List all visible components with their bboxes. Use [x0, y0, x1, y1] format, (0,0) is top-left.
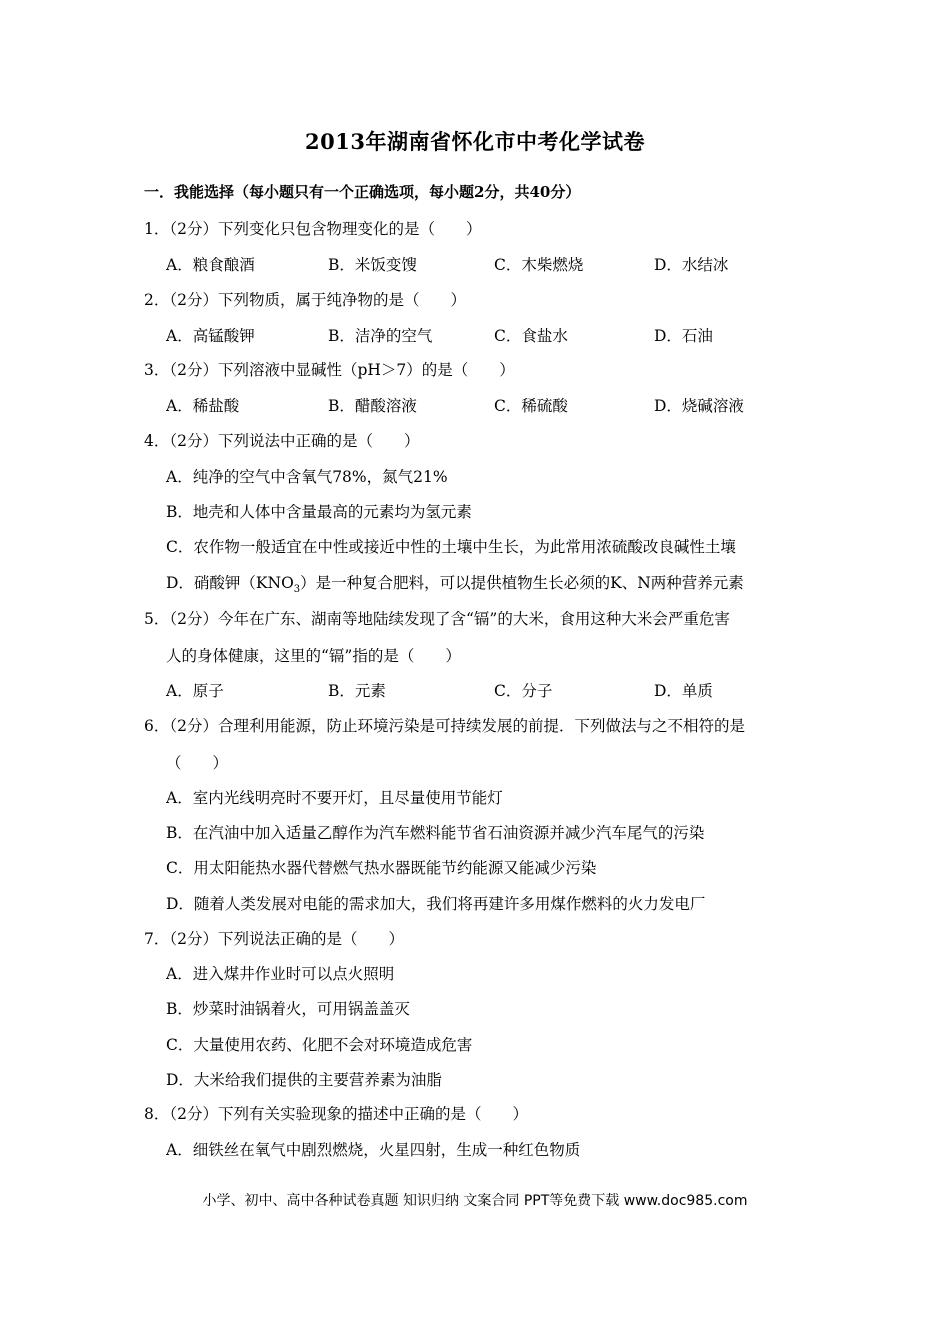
q2-option-a: A．高锰酸钾: [166, 327, 255, 345]
q3-option-b: B．醋酸溶液: [328, 397, 417, 415]
question-5-stem-line2: 人的身体健康，这里的“镉”指的是（ ）: [166, 647, 461, 665]
q2-option-b: B．洁净的空气: [328, 327, 433, 345]
page-footer: 小学、初中、高中各种试卷真题 知识归纳 文案合同 PPT等免费下载 www.doc985.com: [202, 1193, 748, 1209]
q3-option-a: A．稀盐酸: [166, 397, 240, 415]
q5-option-a: A．原子: [166, 682, 224, 700]
q8-option-a: A．细铁丝在氧气中剧烈燃烧，火星四射，生成一种红色物质: [166, 1141, 581, 1159]
question-3-stem: 3．（2分）下列溶液中显碱性（pH＞7）的是（ ）: [144, 361, 515, 379]
page-title: 2013年湖南省怀化市中考化学试卷: [305, 129, 645, 154]
section-heading: 一．我能选择（每小题只有一个正确选项，每小题2分，共40分）: [144, 183, 581, 201]
q4-option-a: A．纯净的空气中含氧气78%，氮气21%: [166, 468, 448, 486]
question-1-stem: 1．（2分）下列变化只包含物理变化的是（ ）: [144, 220, 482, 238]
q5-option-d: D．单质: [654, 682, 713, 700]
question-6-stem-line1: 6．（2分）合理利用能源，防止环境污染是可持续发展的前提．下列做法与之不相符的是: [144, 717, 745, 735]
question-5-stem-line1: 5．（2分）今年在广东、湖南等地陆续发现了含“镉”的大米，食用这种大米会严重危害: [144, 610, 730, 628]
q3-option-c: C．稀硫酸: [494, 397, 568, 415]
question-7-stem: 7．（2分）下列说法正确的是（ ）: [144, 930, 404, 948]
q6-option-d: D．随着人类发展对电能的需求加大，我们将再建许多用煤作燃料的火力发电厂: [166, 895, 706, 913]
question-8-stem: 8．（2分）下列有关实验现象的描述中正确的是（ ）: [144, 1105, 528, 1123]
q6-option-c: C．用太阳能热水器代替燃气热水器既能节约能源又能减少污染: [166, 859, 597, 877]
q7-option-c: C．大量使用农药、化肥不会对环境造成危害: [166, 1036, 473, 1054]
q1-option-a: A．粮食酿酒: [166, 256, 255, 274]
q2-option-d: D．石油: [654, 327, 713, 345]
q7-option-a: A．进入煤井作业时可以点火照明: [166, 965, 395, 983]
q4-option-d-pre: D．硝酸钾（KNO: [166, 574, 294, 592]
q4-option-d-post: ）是一种复合肥料，可以提供植物生长必须的K、N两种营养元素: [300, 574, 744, 592]
q7-option-b: B．炒菜时油锅着火，可用锅盖盖灭: [166, 1000, 410, 1018]
q6-option-a: A．室内光线明亮时不要开灯，且尽量使用节能灯: [166, 789, 503, 807]
question-2-stem: 2．（2分）下列物质，属于纯净物的是（ ）: [144, 291, 466, 309]
q7-option-d: D．大米给我们提供的主要营养素为油脂: [166, 1071, 442, 1089]
q5-option-b: B．元素: [328, 682, 386, 700]
q4-option-b: B．地壳和人体中含量最高的元素均为氢元素: [166, 503, 472, 521]
q1-option-d: D．水结冰: [654, 256, 729, 274]
question-4-stem: 4．（2分）下列说法中正确的是（ ）: [144, 432, 420, 450]
q1-option-b: B．米饭变馊: [328, 256, 417, 274]
q3-option-d: D．烧碱溶液: [654, 397, 744, 415]
q4-option-c: C．农作物一般适宜在中性或接近中性的土壤中生长，为此常用浓硫酸改良碱性土壤: [166, 538, 736, 556]
q6-option-b: B．在汽油中加入适量乙醇作为汽车燃料能节省石油资源并减少汽车尾气的污染: [166, 824, 705, 842]
q4-option-d: [166, 571, 744, 595]
q2-option-c: C．食盐水: [494, 327, 568, 345]
q5-option-c: C．分子: [494, 682, 553, 700]
q1-option-c: C．木柴燃烧: [494, 256, 584, 274]
q4-option-d-subscript: 3: [293, 584, 301, 596]
question-6-stem-line2: （ ）: [166, 754, 229, 772]
